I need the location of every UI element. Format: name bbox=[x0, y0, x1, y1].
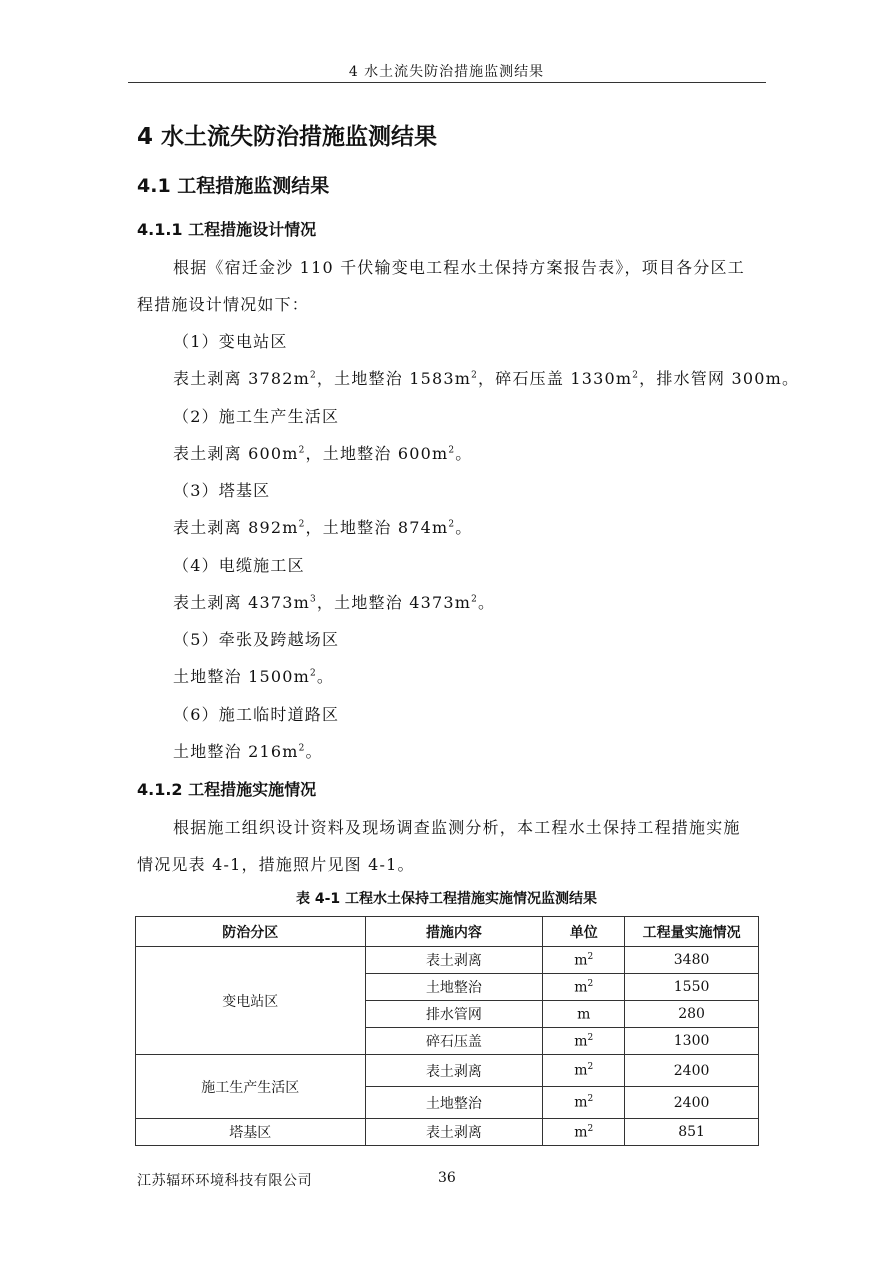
unit-cell: m bbox=[543, 1001, 625, 1028]
zone-label: （1）变电站区 bbox=[173, 332, 288, 351]
zone-label: （6）施工临时道路区 bbox=[173, 705, 340, 724]
quantity-cell: 280 bbox=[625, 1001, 759, 1028]
measure-cell: 排水管网 bbox=[365, 1001, 543, 1028]
zone-measures: 土地整治 $216m^2$。 bbox=[173, 742, 323, 761]
table-row bbox=[136, 947, 759, 974]
section-title: 4.1 工程措施监测结果 bbox=[137, 175, 330, 197]
zone-cell: 塔基区 bbox=[136, 1119, 366, 1146]
table-row bbox=[136, 1119, 759, 1146]
footer-company: 江苏辐环环境科技有限公司 bbox=[137, 1173, 313, 1189]
measure-cell: 表土剥离 bbox=[365, 947, 543, 974]
column-header: 措施内容 bbox=[365, 917, 543, 947]
table-row bbox=[136, 1055, 759, 1087]
measure-cell: 表土剥离 bbox=[365, 1055, 543, 1087]
quantity-cell: 3480 bbox=[625, 947, 759, 974]
table-caption: 表 4-1 工程水土保持工程措施实施情况监测结果 bbox=[295, 891, 598, 907]
paragraph-line: 情况见表 4-1，措施照片见图 4-1。 bbox=[137, 855, 415, 874]
quantity-cell: 1550 bbox=[625, 974, 759, 1001]
zone-label: （5）牵张及跨越场区 bbox=[173, 630, 340, 649]
running-header: 4 水土流失防治措施监测结果 bbox=[348, 64, 545, 80]
page-number: 36 bbox=[438, 1170, 456, 1186]
zone-measures: 表土剥离 $4373m^3$，土地整治 $4373m^2$。 bbox=[173, 593, 496, 612]
zone-measures: 表土剥离 $3782m^2$，土地整治 $1583m^2$，碎石压盖 $1330m^2$，排水管网 300m。 bbox=[173, 369, 800, 388]
unit-cell: $m^2$ bbox=[543, 974, 625, 1001]
zone-cell: 施工生产生活区 bbox=[136, 1055, 366, 1119]
chapter-title: 4 水土流失防治措施监测结果 bbox=[137, 124, 438, 150]
table-header-row bbox=[136, 917, 759, 947]
zone-label: （2）施工生产生活区 bbox=[173, 407, 340, 426]
header-rule bbox=[128, 82, 766, 83]
unit-cell: $m^2$ bbox=[543, 1055, 625, 1087]
measure-cell: 表土剥离 bbox=[365, 1119, 543, 1146]
quantity-cell: 2400 bbox=[625, 1055, 759, 1087]
unit-cell: $m^2$ bbox=[543, 1028, 625, 1055]
paragraph-line: 根据《宿迁金沙 110 千伏输变电工程水土保持方案报告表》，项目各分区工 bbox=[173, 258, 745, 277]
quantity-cell: 1300 bbox=[625, 1028, 759, 1055]
zone-measures: 表土剥离 $600m^2$，土地整治 $600m^2$。 bbox=[173, 444, 473, 463]
subsection-title-412: 4.1.2 工程措施实施情况 bbox=[137, 780, 317, 799]
quantity-cell: 2400 bbox=[625, 1087, 759, 1119]
paragraph-line: 程措施设计情况如下： bbox=[137, 295, 310, 314]
zone-label: （4）电缆施工区 bbox=[173, 556, 305, 575]
paragraph-line: 根据施工组织设计资料及现场调查监测分析，本工程水土保持工程措施实施 bbox=[173, 818, 741, 837]
zone-label: （3）塔基区 bbox=[173, 481, 271, 500]
unit-cell: $m^2$ bbox=[543, 947, 625, 974]
quantity-cell: 851 bbox=[625, 1119, 759, 1146]
zone-measures: 土地整治 $1500m^2$。 bbox=[173, 667, 335, 686]
zone-measures: 表土剥离 $892m^2$，土地整治 $874m^2$。 bbox=[173, 518, 473, 537]
zone-cell: 变电站区 bbox=[136, 947, 366, 1055]
subsection-title-411: 4.1.1 工程措施设计情况 bbox=[137, 220, 317, 239]
unit-cell: $m^2$ bbox=[543, 1119, 625, 1146]
measure-cell: 碎石压盖 bbox=[365, 1028, 543, 1055]
unit-cell: $m^2$ bbox=[543, 1087, 625, 1119]
measures-table bbox=[135, 916, 759, 1146]
column-header: 单位 bbox=[543, 917, 625, 947]
column-header: 工程量实施情况 bbox=[625, 917, 759, 947]
column-header: 防治分区 bbox=[136, 917, 366, 947]
measure-cell: 土地整治 bbox=[365, 1087, 543, 1119]
measure-cell: 土地整治 bbox=[365, 974, 543, 1001]
